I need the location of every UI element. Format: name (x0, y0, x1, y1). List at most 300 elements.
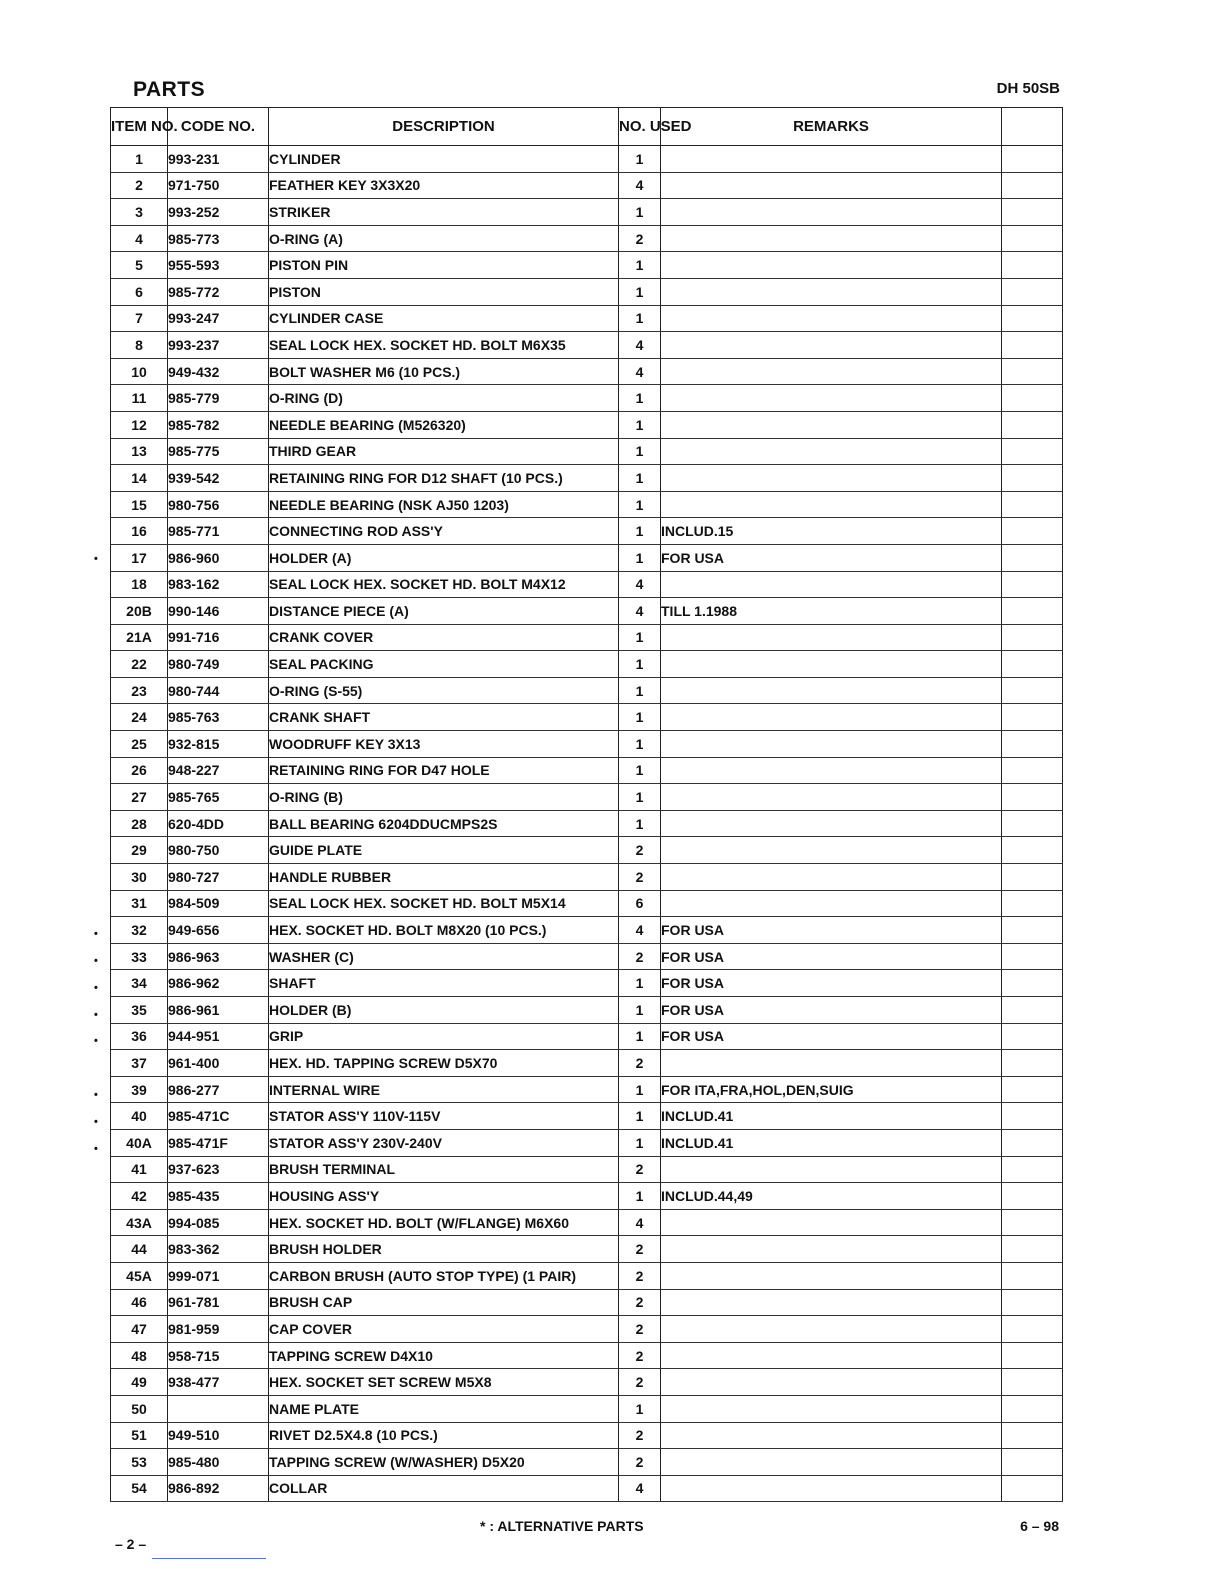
row-description: TAPPING SCREW D4X10 (269, 1342, 619, 1369)
alternative-part-mark: • (94, 1115, 98, 1128)
row-code-no: 949-656 (168, 917, 269, 944)
row-remarks (661, 225, 1002, 252)
alternative-part-mark: • (94, 955, 98, 967)
row-no-used: 1 (619, 438, 661, 465)
row-no-used: 1 (619, 491, 661, 518)
row-code-no: 985-782 (168, 411, 269, 438)
row-description: HEX. SOCKET HD. BOLT (W/FLANGE) M6X60 (269, 1209, 619, 1236)
row-code-no: 981-959 (168, 1316, 269, 1343)
row-code-no: 986-962 (168, 970, 269, 997)
table-row (111, 1156, 1063, 1183)
row-item-no: 7 (111, 305, 168, 332)
row-remarks (661, 1395, 1002, 1422)
row-description: TAPPING SCREW (W/WASHER) D5X20 (269, 1449, 619, 1476)
row-item-no: 46 (111, 1289, 168, 1316)
row-code-no: 985-779 (168, 385, 269, 412)
row-item-no: 50 (111, 1395, 168, 1422)
row-description: SEAL LOCK HEX. SOCKET HD. BOLT M6X35 (269, 332, 619, 359)
row-blank (1002, 1023, 1063, 1050)
row-no-used: 1 (619, 411, 661, 438)
table-row (111, 358, 1063, 385)
row-code-no: 993-237 (168, 332, 269, 359)
row-remarks (661, 1422, 1002, 1449)
row-description: BRUSH HOLDER (269, 1236, 619, 1263)
row-blank (1002, 917, 1063, 944)
row-blank (1002, 1156, 1063, 1183)
row-blank (1002, 651, 1063, 678)
row-code-no: 949-432 (168, 358, 269, 385)
row-remarks (661, 677, 1002, 704)
row-description: BOLT WASHER M6 (10 PCS.) (269, 358, 619, 385)
row-code-no: 993-231 (168, 146, 269, 173)
table-row (111, 1475, 1063, 1502)
row-item-no: 8 (111, 332, 168, 359)
table-row (111, 1023, 1063, 1050)
row-item-no: 41 (111, 1156, 168, 1183)
row-blank (1002, 943, 1063, 970)
row-description: HEX. SOCKET HD. BOLT M8X20 (10 PCS.) (269, 917, 619, 944)
row-item-no: 24 (111, 704, 168, 731)
row-item-no: 18 (111, 571, 168, 598)
row-remarks (661, 358, 1002, 385)
row-no-used: 2 (619, 864, 661, 891)
row-blank (1002, 864, 1063, 891)
row-code-no: 958-715 (168, 1342, 269, 1369)
row-code-no: 986-277 (168, 1076, 269, 1103)
row-code-no: 999-071 (168, 1262, 269, 1289)
row-description: HOUSING ASS'Y (269, 1183, 619, 1210)
row-remarks (661, 890, 1002, 917)
row-blank (1002, 890, 1063, 917)
table-row (111, 385, 1063, 412)
row-no-used: 1 (619, 997, 661, 1024)
row-item-no: 48 (111, 1342, 168, 1369)
row-code-no: 994-085 (168, 1209, 269, 1236)
row-blank (1002, 624, 1063, 651)
row-blank (1002, 252, 1063, 279)
row-no-used: 1 (619, 784, 661, 811)
column-header-remarks: REMARKS (661, 108, 1002, 146)
row-blank (1002, 305, 1063, 332)
row-description: GRIP (269, 1023, 619, 1050)
row-remarks (661, 199, 1002, 226)
row-item-no: 14 (111, 465, 168, 492)
row-item-no: 16 (111, 518, 168, 545)
row-blank (1002, 199, 1063, 226)
table-row (111, 305, 1063, 332)
row-code-no: 986-963 (168, 943, 269, 970)
row-blank (1002, 731, 1063, 758)
row-no-used: 1 (619, 731, 661, 758)
row-code-no: 620-4DD (168, 810, 269, 837)
row-description: BRUSH CAP (269, 1289, 619, 1316)
row-remarks (661, 624, 1002, 651)
row-description: NEEDLE BEARING (M526320) (269, 411, 619, 438)
row-no-used: 2 (619, 1289, 661, 1316)
row-blank (1002, 225, 1063, 252)
alternative-parts-footnote: * : ALTERNATIVE PARTS (480, 1518, 644, 1534)
row-item-no: 15 (111, 491, 168, 518)
row-remarks (661, 305, 1002, 332)
row-remarks (661, 837, 1002, 864)
column-header-description: DESCRIPTION (269, 108, 619, 146)
row-remarks: INCLUD.15 (661, 518, 1002, 545)
row-item-no: 20B (111, 598, 168, 625)
row-code-no: 980-750 (168, 837, 269, 864)
row-item-no: 33 (111, 943, 168, 970)
row-description: INTERNAL WIRE (269, 1076, 619, 1103)
row-code-no: 971-750 (168, 172, 269, 199)
row-remarks (661, 757, 1002, 784)
table-row (111, 943, 1063, 970)
row-item-no: 5 (111, 252, 168, 279)
row-remarks (661, 385, 1002, 412)
row-code-no: 939-542 (168, 465, 269, 492)
row-no-used: 1 (619, 810, 661, 837)
table-row (111, 997, 1063, 1024)
row-remarks (661, 704, 1002, 731)
table-row (111, 624, 1063, 651)
row-item-no: 27 (111, 784, 168, 811)
row-no-used: 1 (619, 278, 661, 305)
row-description: HEX. HD. TAPPING SCREW D5X70 (269, 1050, 619, 1077)
row-code-no: 990-146 (168, 598, 269, 625)
row-remarks (661, 1050, 1002, 1077)
row-code-no: 993-247 (168, 305, 269, 332)
row-remarks (661, 438, 1002, 465)
table-row (111, 1422, 1063, 1449)
table-row (111, 332, 1063, 359)
row-remarks (661, 1209, 1002, 1236)
row-blank (1002, 172, 1063, 199)
row-description: RETAINING RING FOR D12 SHAFT (10 PCS.) (269, 465, 619, 492)
row-description: PISTON PIN (269, 252, 619, 279)
table-row (111, 1183, 1063, 1210)
alternative-part-mark: • (94, 981, 98, 994)
row-no-used: 1 (619, 305, 661, 332)
table-row (111, 278, 1063, 305)
row-remarks (661, 252, 1002, 279)
row-remarks: INCLUD.44,49 (661, 1183, 1002, 1210)
row-item-no: 25 (111, 731, 168, 758)
row-remarks (661, 1236, 1002, 1263)
table-row (111, 890, 1063, 917)
row-remarks: TILL 1.1988 (661, 598, 1002, 625)
row-blank (1002, 1236, 1063, 1263)
row-item-no: 21A (111, 624, 168, 651)
row-no-used: 1 (619, 465, 661, 492)
row-no-used: 1 (619, 518, 661, 545)
row-blank (1002, 1369, 1063, 1396)
row-description: RIVET D2.5X4.8 (10 PCS.) (269, 1422, 619, 1449)
row-blank (1002, 358, 1063, 385)
row-code-no: 986-961 (168, 997, 269, 1024)
row-item-no: 49 (111, 1369, 168, 1396)
row-code-no: 944-951 (168, 1023, 269, 1050)
parts-table-body (111, 146, 1063, 1502)
row-description: HOLDER (B) (269, 997, 619, 1024)
table-row (111, 864, 1063, 891)
row-item-no: 54 (111, 1475, 168, 1502)
row-code-no: 986-892 (168, 1475, 269, 1502)
row-description: FEATHER KEY 3X3X20 (269, 172, 619, 199)
row-no-used: 2 (619, 943, 661, 970)
row-code-no: 984-509 (168, 890, 269, 917)
row-remarks (661, 332, 1002, 359)
row-code-no: 991-716 (168, 624, 269, 651)
row-blank (1002, 571, 1063, 598)
row-item-no: 34 (111, 970, 168, 997)
table-row (111, 1395, 1063, 1422)
alternative-part-mark: • (94, 553, 98, 565)
row-description: O-RING (A) (269, 225, 619, 252)
row-description: WOODRUFF KEY 3X13 (269, 731, 619, 758)
row-item-no: 1 (111, 146, 168, 173)
row-remarks: FOR USA (661, 917, 1002, 944)
row-code-no: 980-744 (168, 677, 269, 704)
row-item-no: 42 (111, 1183, 168, 1210)
row-no-used: 1 (619, 651, 661, 678)
row-code-no: 985-773 (168, 225, 269, 252)
table-row (111, 465, 1063, 492)
row-blank (1002, 810, 1063, 837)
row-blank (1002, 544, 1063, 571)
row-code-no: 961-781 (168, 1289, 269, 1316)
row-item-no: 13 (111, 438, 168, 465)
row-no-used: 1 (619, 199, 661, 226)
row-no-used: 1 (619, 1076, 661, 1103)
row-remarks (661, 1475, 1002, 1502)
row-remarks (661, 146, 1002, 173)
row-blank (1002, 385, 1063, 412)
row-blank (1002, 1422, 1063, 1449)
row-blank (1002, 411, 1063, 438)
row-blank (1002, 970, 1063, 997)
row-item-no: 44 (111, 1236, 168, 1263)
row-description: CRANK SHAFT (269, 704, 619, 731)
row-code-no: 949-510 (168, 1422, 269, 1449)
row-no-used: 4 (619, 332, 661, 359)
row-remarks (661, 810, 1002, 837)
row-item-no: 23 (111, 677, 168, 704)
row-blank (1002, 278, 1063, 305)
row-no-used: 4 (619, 598, 661, 625)
row-blank (1002, 146, 1063, 173)
table-row (111, 1103, 1063, 1130)
row-no-used: 2 (619, 1156, 661, 1183)
row-item-no: 12 (111, 411, 168, 438)
row-blank (1002, 677, 1063, 704)
row-code-no: 980-756 (168, 491, 269, 518)
row-item-no: 40A (111, 1129, 168, 1156)
row-remarks (661, 784, 1002, 811)
row-description: HEX. SOCKET SET SCREW M5X8 (269, 1369, 619, 1396)
row-no-used: 2 (619, 1449, 661, 1476)
table-row (111, 1076, 1063, 1103)
table-row (111, 544, 1063, 571)
row-code-no: 983-362 (168, 1236, 269, 1263)
row-description: DISTANCE PIECE (A) (269, 598, 619, 625)
row-item-no: 39 (111, 1076, 168, 1103)
row-description: BALL BEARING 6204DDUCMPS2S (269, 810, 619, 837)
row-no-used: 4 (619, 1209, 661, 1236)
row-code-no: 985-771 (168, 518, 269, 545)
row-description: O-RING (D) (269, 385, 619, 412)
row-remarks (661, 731, 1002, 758)
row-code-no: 985-772 (168, 278, 269, 305)
row-code-no: 993-252 (168, 199, 269, 226)
row-remarks: INCLUD.41 (661, 1103, 1002, 1130)
table-header-row (111, 108, 1063, 146)
row-blank (1002, 997, 1063, 1024)
row-remarks: INCLUD.41 (661, 1129, 1002, 1156)
row-item-no: 26 (111, 757, 168, 784)
row-remarks (661, 1262, 1002, 1289)
row-item-no: 11 (111, 385, 168, 412)
row-description: O-RING (B) (269, 784, 619, 811)
row-code-no: 955-593 (168, 252, 269, 279)
row-item-no: 36 (111, 1023, 168, 1050)
row-item-no: 6 (111, 278, 168, 305)
column-header-item-no: ITEM NO. (111, 108, 168, 146)
row-remarks: FOR USA (661, 970, 1002, 997)
row-no-used: 6 (619, 890, 661, 917)
row-blank (1002, 1475, 1063, 1502)
row-code-no: 932-815 (168, 731, 269, 758)
row-remarks: FOR USA (661, 997, 1002, 1024)
row-remarks (661, 1449, 1002, 1476)
row-remarks: FOR ITA,FRA,HOL,DEN,SUIG (661, 1076, 1002, 1103)
row-blank (1002, 332, 1063, 359)
page-title: PARTS (133, 78, 206, 101)
row-no-used: 2 (619, 1422, 661, 1449)
row-blank (1002, 1289, 1063, 1316)
table-row (111, 1449, 1063, 1476)
row-description: STATOR ASS'Y 230V-240V (269, 1129, 619, 1156)
row-description: O-RING (S-55) (269, 677, 619, 704)
row-item-no: 47 (111, 1316, 168, 1343)
row-remarks (661, 1289, 1002, 1316)
row-remarks: FOR USA (661, 1023, 1002, 1050)
row-code-no: 985-471F (168, 1129, 269, 1156)
row-item-no: 10 (111, 358, 168, 385)
model-number: DH 50SB (996, 80, 1060, 97)
row-no-used: 1 (619, 252, 661, 279)
row-no-used: 1 (619, 757, 661, 784)
row-no-used: 1 (619, 624, 661, 651)
row-description: WASHER (C) (269, 943, 619, 970)
row-no-used: 2 (619, 1342, 661, 1369)
row-blank (1002, 1103, 1063, 1130)
row-item-no: 2 (111, 172, 168, 199)
row-remarks (661, 1156, 1002, 1183)
table-row (111, 677, 1063, 704)
row-blank (1002, 1395, 1063, 1422)
row-description: CYLINDER (269, 146, 619, 173)
row-description: COLLAR (269, 1475, 619, 1502)
row-no-used: 2 (619, 1236, 661, 1263)
table-row (111, 411, 1063, 438)
row-no-used: 4 (619, 917, 661, 944)
row-blank (1002, 1449, 1063, 1476)
table-row (111, 1262, 1063, 1289)
row-item-no: 43A (111, 1209, 168, 1236)
table-row (111, 784, 1063, 811)
table-row (111, 1236, 1063, 1263)
row-blank (1002, 1183, 1063, 1210)
row-no-used: 1 (619, 1183, 661, 1210)
row-blank (1002, 837, 1063, 864)
page-number: – 2 – (115, 1536, 147, 1552)
row-no-used: 1 (619, 1023, 661, 1050)
row-remarks (661, 491, 1002, 518)
alternative-part-mark: • (94, 1089, 98, 1101)
row-item-no: 22 (111, 651, 168, 678)
row-code-no: 985-435 (168, 1183, 269, 1210)
table-row (111, 1342, 1063, 1369)
row-no-used: 4 (619, 1475, 661, 1502)
column-header-blank (1002, 108, 1063, 146)
row-no-used: 2 (619, 1316, 661, 1343)
alternative-part-mark: • (94, 1142, 98, 1155)
row-no-used: 2 (619, 837, 661, 864)
row-blank (1002, 491, 1063, 518)
row-item-no: 31 (111, 890, 168, 917)
row-code-no: 985-480 (168, 1449, 269, 1476)
row-no-used: 1 (619, 146, 661, 173)
row-remarks (661, 411, 1002, 438)
row-code-no: 980-727 (168, 864, 269, 891)
row-item-no: 28 (111, 810, 168, 837)
row-no-used: 1 (619, 1395, 661, 1422)
row-description: SEAL LOCK HEX. SOCKET HD. BOLT M5X14 (269, 890, 619, 917)
row-blank (1002, 1262, 1063, 1289)
table-row (111, 837, 1063, 864)
row-code-no: 948-227 (168, 757, 269, 784)
row-blank (1002, 1342, 1063, 1369)
row-item-no: 37 (111, 1050, 168, 1077)
row-description: STATOR ASS'Y 110V-115V (269, 1103, 619, 1130)
table-row (111, 1209, 1063, 1236)
row-description: CARBON BRUSH (AUTO STOP TYPE) (1 PAIR) (269, 1262, 619, 1289)
page-code: 6 – 98 (1020, 1518, 1059, 1534)
row-code-no: 985-763 (168, 704, 269, 731)
row-remarks (661, 651, 1002, 678)
row-code-no: 938-477 (168, 1369, 269, 1396)
row-blank (1002, 757, 1063, 784)
column-header-code-no: CODE NO. (168, 108, 269, 146)
row-item-no: 4 (111, 225, 168, 252)
alternative-part-mark: • (94, 928, 98, 941)
row-description: HOLDER (A) (269, 544, 619, 571)
row-no-used: 2 (619, 1050, 661, 1077)
table-row (111, 1316, 1063, 1343)
row-code-no: 983-162 (168, 571, 269, 598)
table-row (111, 225, 1063, 252)
table-row (111, 1050, 1063, 1077)
row-no-used: 2 (619, 225, 661, 252)
row-blank (1002, 1050, 1063, 1077)
row-remarks: FOR USA (661, 943, 1002, 970)
row-description: BRUSH TERMINAL (269, 1156, 619, 1183)
table-row (111, 146, 1063, 173)
row-blank (1002, 518, 1063, 545)
row-description: RETAINING RING FOR D47 HOLE (269, 757, 619, 784)
row-no-used: 4 (619, 571, 661, 598)
row-remarks (661, 864, 1002, 891)
row-item-no: 53 (111, 1449, 168, 1476)
row-blank (1002, 784, 1063, 811)
